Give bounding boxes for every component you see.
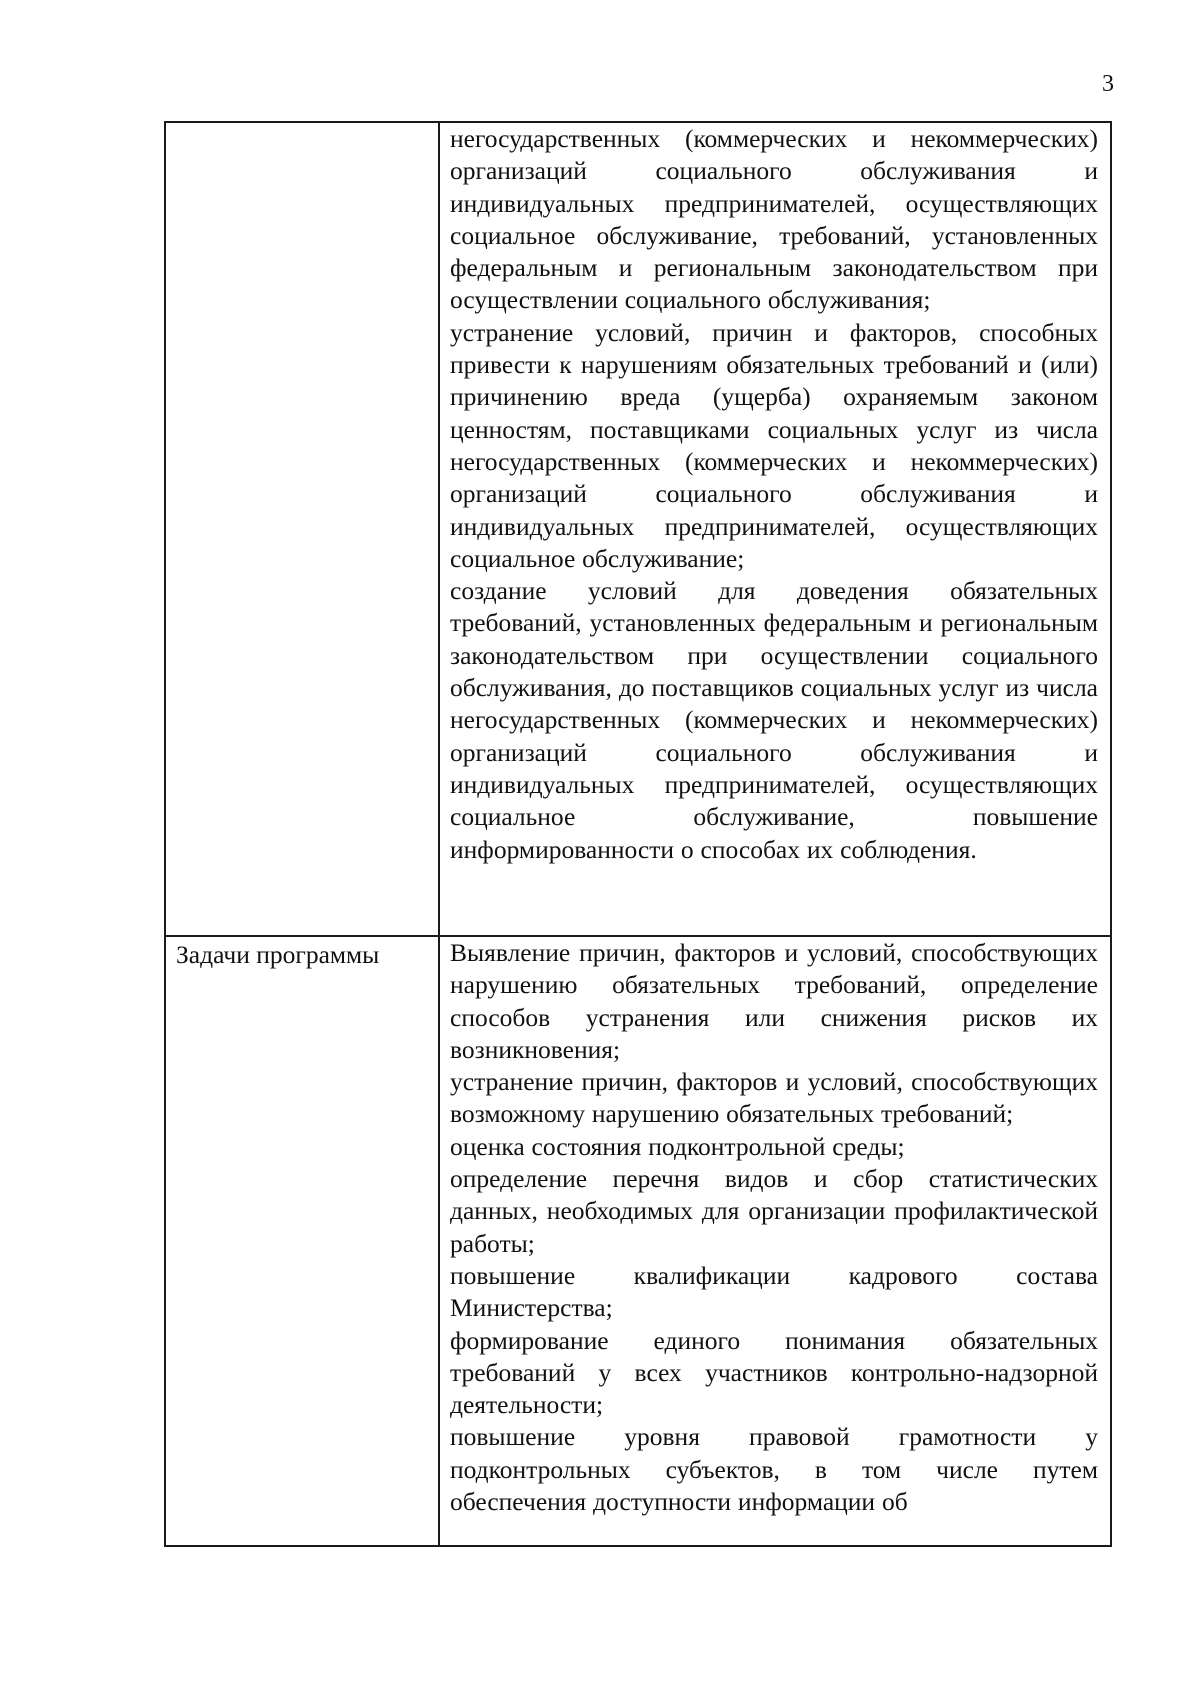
paragraph: негосударственных (коммерческих и некоммерческих) организаций социального обслуживания и индивидуальных предпринимателей, осуществляющих социальное обслуживание, требований, установленных федеральным и региональным законодательством при осуществлении социального обслуживания; <box>450 124 1098 315</box>
table-row <box>165 122 1111 936</box>
paragraph: устранение условий, причин и факторов, способных привести к нарушениям обязательных требований и (или) причинению вреда (ущерба) охраняемым законом ценностям, поставщиками социальных услуг из числа негосударственных (коммерческих и некоммерческих) организаций социального обслуживания и индивидуальных предпринимателей, осуществляющих социальное обслуживание; <box>450 317 1098 573</box>
paragraph: формирование единого понимания обязательных требований у всех участников контрольно-надзорной деятельности; <box>450 1325 1098 1420</box>
program-table <box>164 121 1112 1547</box>
table-row <box>165 936 1111 1546</box>
row-content-cell <box>439 122 1111 936</box>
row-label-tasks: Задачи программы <box>165 936 439 1546</box>
paragraph: оценка состояния подконтрольной среды; <box>450 1131 905 1161</box>
paragraph: определение перечня видов и сбор статистических данных, необходимых для организации профилактической работы; <box>450 1164 1098 1258</box>
row-label-cell <box>165 122 439 936</box>
paragraph: создание условий для доведения обязательных требований, установленных федеральным и региональным законодательством при осуществлении социального обслуживания, до поставщиков социальных услуг из числа негосударственных (коммерческих и некоммерческих) организаций социального обслуживания и индивидуальных предпринимателей, осуществляющих социальное обслуживание, повышение информированности о способах их соблюдения. <box>450 576 1098 864</box>
paragraph: устранение причин, факторов и условий, способствующих возможному нарушению обязательных требований; <box>450 1067 1098 1129</box>
row-content-cell <box>439 936 1111 1546</box>
page-number: 3 <box>1102 71 1114 97</box>
paragraph: повышение уровня правовой грамотности у подконтрольных субъектов, в том числе путем обеспечения доступности информации об <box>450 1422 1098 1517</box>
paragraph: повышение квалификации кадрового состава Министерства; <box>450 1260 1098 1323</box>
paragraph: Выявление причин, факторов и условий, способствующих нарушению обязательных требований, определение способов устранения или снижения рисков их возникновения; <box>450 938 1098 1064</box>
